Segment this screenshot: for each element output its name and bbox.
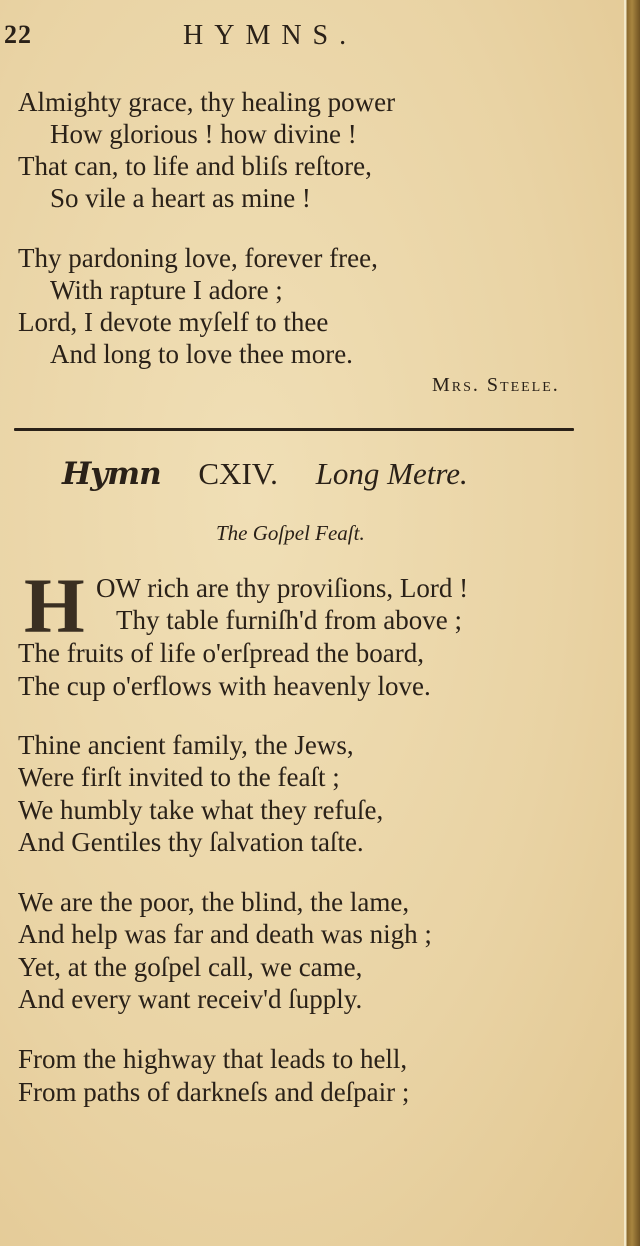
hymn-subtitle: The Goſpel Feaſt. (216, 521, 365, 545)
verse-line: And long to love thee more. (50, 339, 353, 369)
hymn-meter: Long Metre. (315, 456, 468, 491)
verse-line: Thy table furniſh'd from above ; (116, 605, 463, 635)
page-number: 22 (4, 20, 32, 49)
hymn-heading (62, 456, 468, 492)
verse-line: From paths of darkneſs and deſpair ; (18, 1077, 410, 1107)
verse-line: Lord, I devote myſelf to thee (18, 307, 329, 337)
running-title: HYMNS. (183, 20, 358, 51)
verse-line: We humbly take what they refuſe, (18, 795, 384, 825)
verse-line: And help was far and death was nigh ; (18, 919, 432, 949)
verse-line: The cup o'erflows with heavenly love. (18, 671, 431, 701)
page-edge (624, 0, 640, 1246)
verse-line: Yet, at the goſpel call, we came, (18, 952, 363, 982)
verse-line: OW rich are thy proviſions, Lord ! (96, 573, 469, 603)
drop-cap: H (24, 562, 85, 649)
verse-line: So vile a heart as mine ! (50, 183, 311, 213)
hymn-label: Hymn (62, 456, 161, 492)
page-header (0, 18, 620, 58)
hymn-number: CXIV. (198, 456, 278, 491)
verse-line: Thine ancient family, the Jews, (18, 730, 354, 760)
author-attribution: Mrs. Steele. (432, 374, 560, 396)
verse-line: And Gentiles thy ſalvation taſte. (18, 827, 364, 857)
verse-line: That can, to life and bliſs reſtore, (18, 151, 372, 181)
verse-line: How glorious ! how divine ! (50, 119, 357, 149)
verse-line: Almighty grace, thy healing power (18, 87, 396, 117)
verse-line: And every want receiv'd ſupply. (18, 984, 363, 1014)
section-divider (14, 428, 574, 431)
verse-line: With rapture I adore ; (50, 275, 283, 305)
verse-line: Were firſt invited to the feaſt ; (18, 762, 340, 792)
verse-line: From the highway that leads to hell, (18, 1044, 408, 1074)
verse-line: The fruits of life o'erſpread the board, (18, 638, 424, 668)
verse-line: We are the poor, the blind, the lame, (18, 887, 410, 917)
verse-line: Thy pardoning love, forever free, (18, 243, 378, 273)
